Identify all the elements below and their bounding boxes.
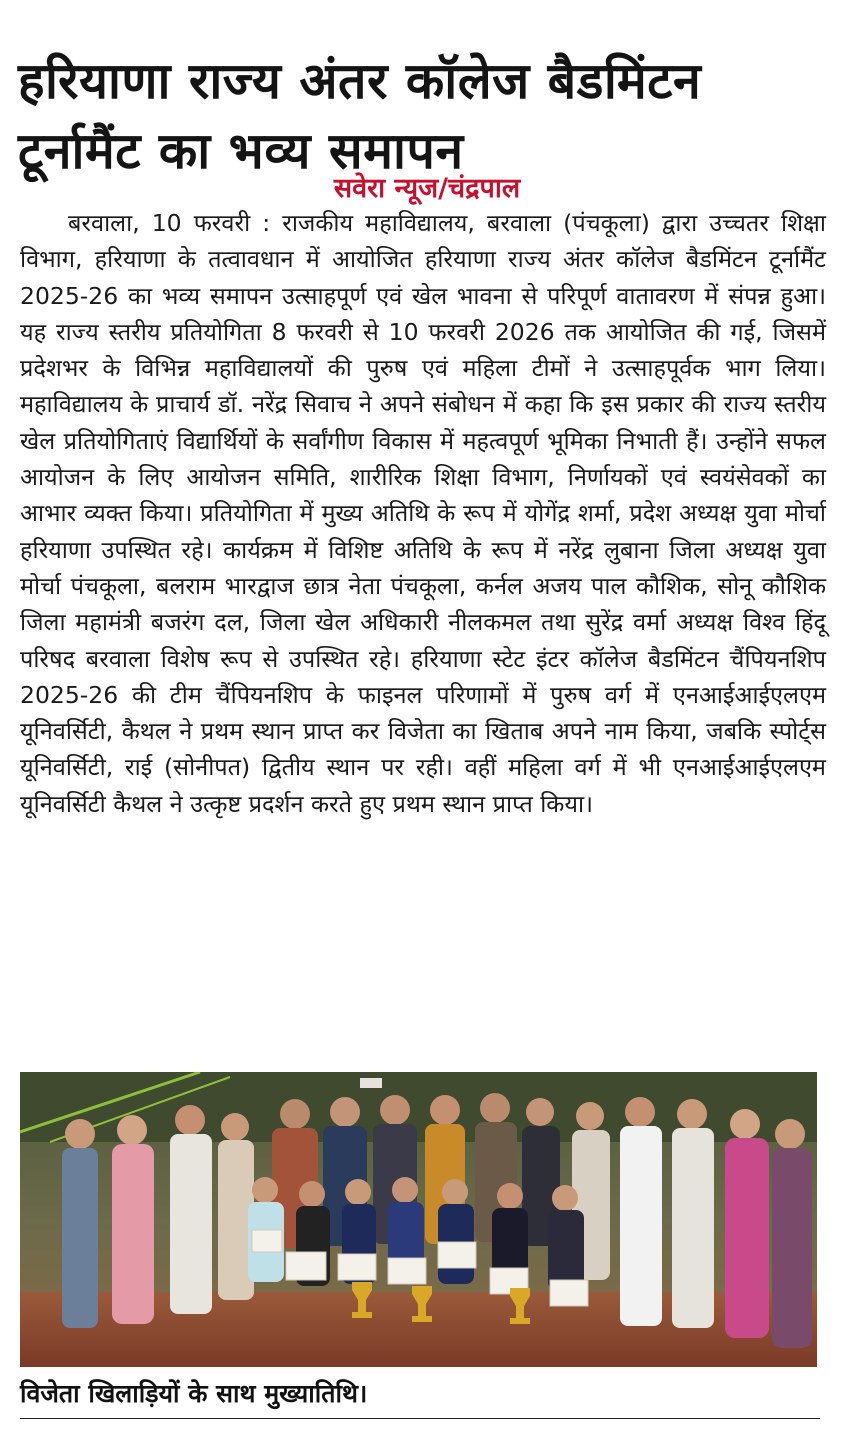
- byline: सवेरा न्यूज/चंद्रपाल: [333, 173, 521, 204]
- group-photo: [20, 1072, 817, 1367]
- article-body: बरवाला, 10 फरवरी : राजकीय महाविद्यालय, बरवाला (पंचकूला) द्वारा उच्चतर शिक्षा विभाग, हरियाणा के तत्वावधान में आयोजित हरियाणा राज्य अंतर कॉलेज बैडमिंटन टूर्नामैंट 2025-26 का भव्य समापन उत्साहपूर्ण एवं खेल भावना से परिपूर्ण वातावरण में संपन्न हुआ। यह राज्य स्तरीय प्रतियोगिता 8 फरवरी से 10 फरवरी 2026 तक आयोजित की गई, जिसमें प्रदेशभर के विभिन्न महाविद्यालयों की पुरुष एवं महिला टीमों ने उत्साहपूर्वक भाग लिया। महाविद्यालय के प्राचार्य डॉ. नरेंद्र सिवाच ने अपने संबोधन में कहा कि इस प्रकार की राज्य स्तरीय खेल प्रतियोगिताएं विद्यार्थियों के सर्वांगीण विकास में महत्वपूर्ण भूमिका निभाती हैं। उन्होंने सफल आयोजन के लिए आयोजन समिति, शारीरिक शिक्षा विभाग, निर्णायकों एवं स्वयंसेवकों का आभार व्यक्त किया। प्रतियोगिता में मुख्य अतिथि के रूप में योगेंद्र शर्मा, प्रदेश अध्यक्ष युवा मोर्चा हरियाणा उपस्थित रहे। कार्यक्रम में विशिष्ट अतिथि के रूप में नरेंद्र लुबाना जिला अध्यक्ष युवा मोर्चा पंचकूला, बलराम भारद्वाज छात्र नेता पंचकूला, कर्नल अजय पाल कौशिक, सोनू कौशिक जिला महामंत्री बजरंग दल, जिला खेल अधिकारी नीलकमल तथा सुरेंद्र वर्मा अध्यक्ष विश्व हिंदू परिषद बरवाला विशेष रूप से उपस्थित रहे। हरियाणा स्टेट इंटर कॉलेज बैडमिंटन चैंपियनशिप 2025-26 की टीम चैंपियनशिप के फाइनल परिणामों में पुरुष वर्ग में एनआईआईएलएम यूनिवर्सिटी, कैथल ने प्रथम स्थान प्राप्त कर विजेता का खिताब अपने नाम किया, जबकि स्पोर्ट्स यूनिवर्सिटी, राई (सोनीपत) द्वितीय स्थान पर रही। वहीं महिला वर्ग में भी एनआईआईएलएम यूनिवर्सिटी कैथल ने उत्कृष्ट प्रदर्शन करते हुए प्रथम स्थान प्राप्त किया।: [20, 209, 826, 818]
- headline: हरियाणा राज्य अंतर कॉलेज बैडमिंटन टूर्नामैंट का भव्य समापन: [18, 51, 702, 180]
- caption-rule: [20, 1418, 820, 1419]
- photo-caption: विजेता खिलाड़ियों के साथ मुख्यातिथि।: [20, 1379, 368, 1408]
